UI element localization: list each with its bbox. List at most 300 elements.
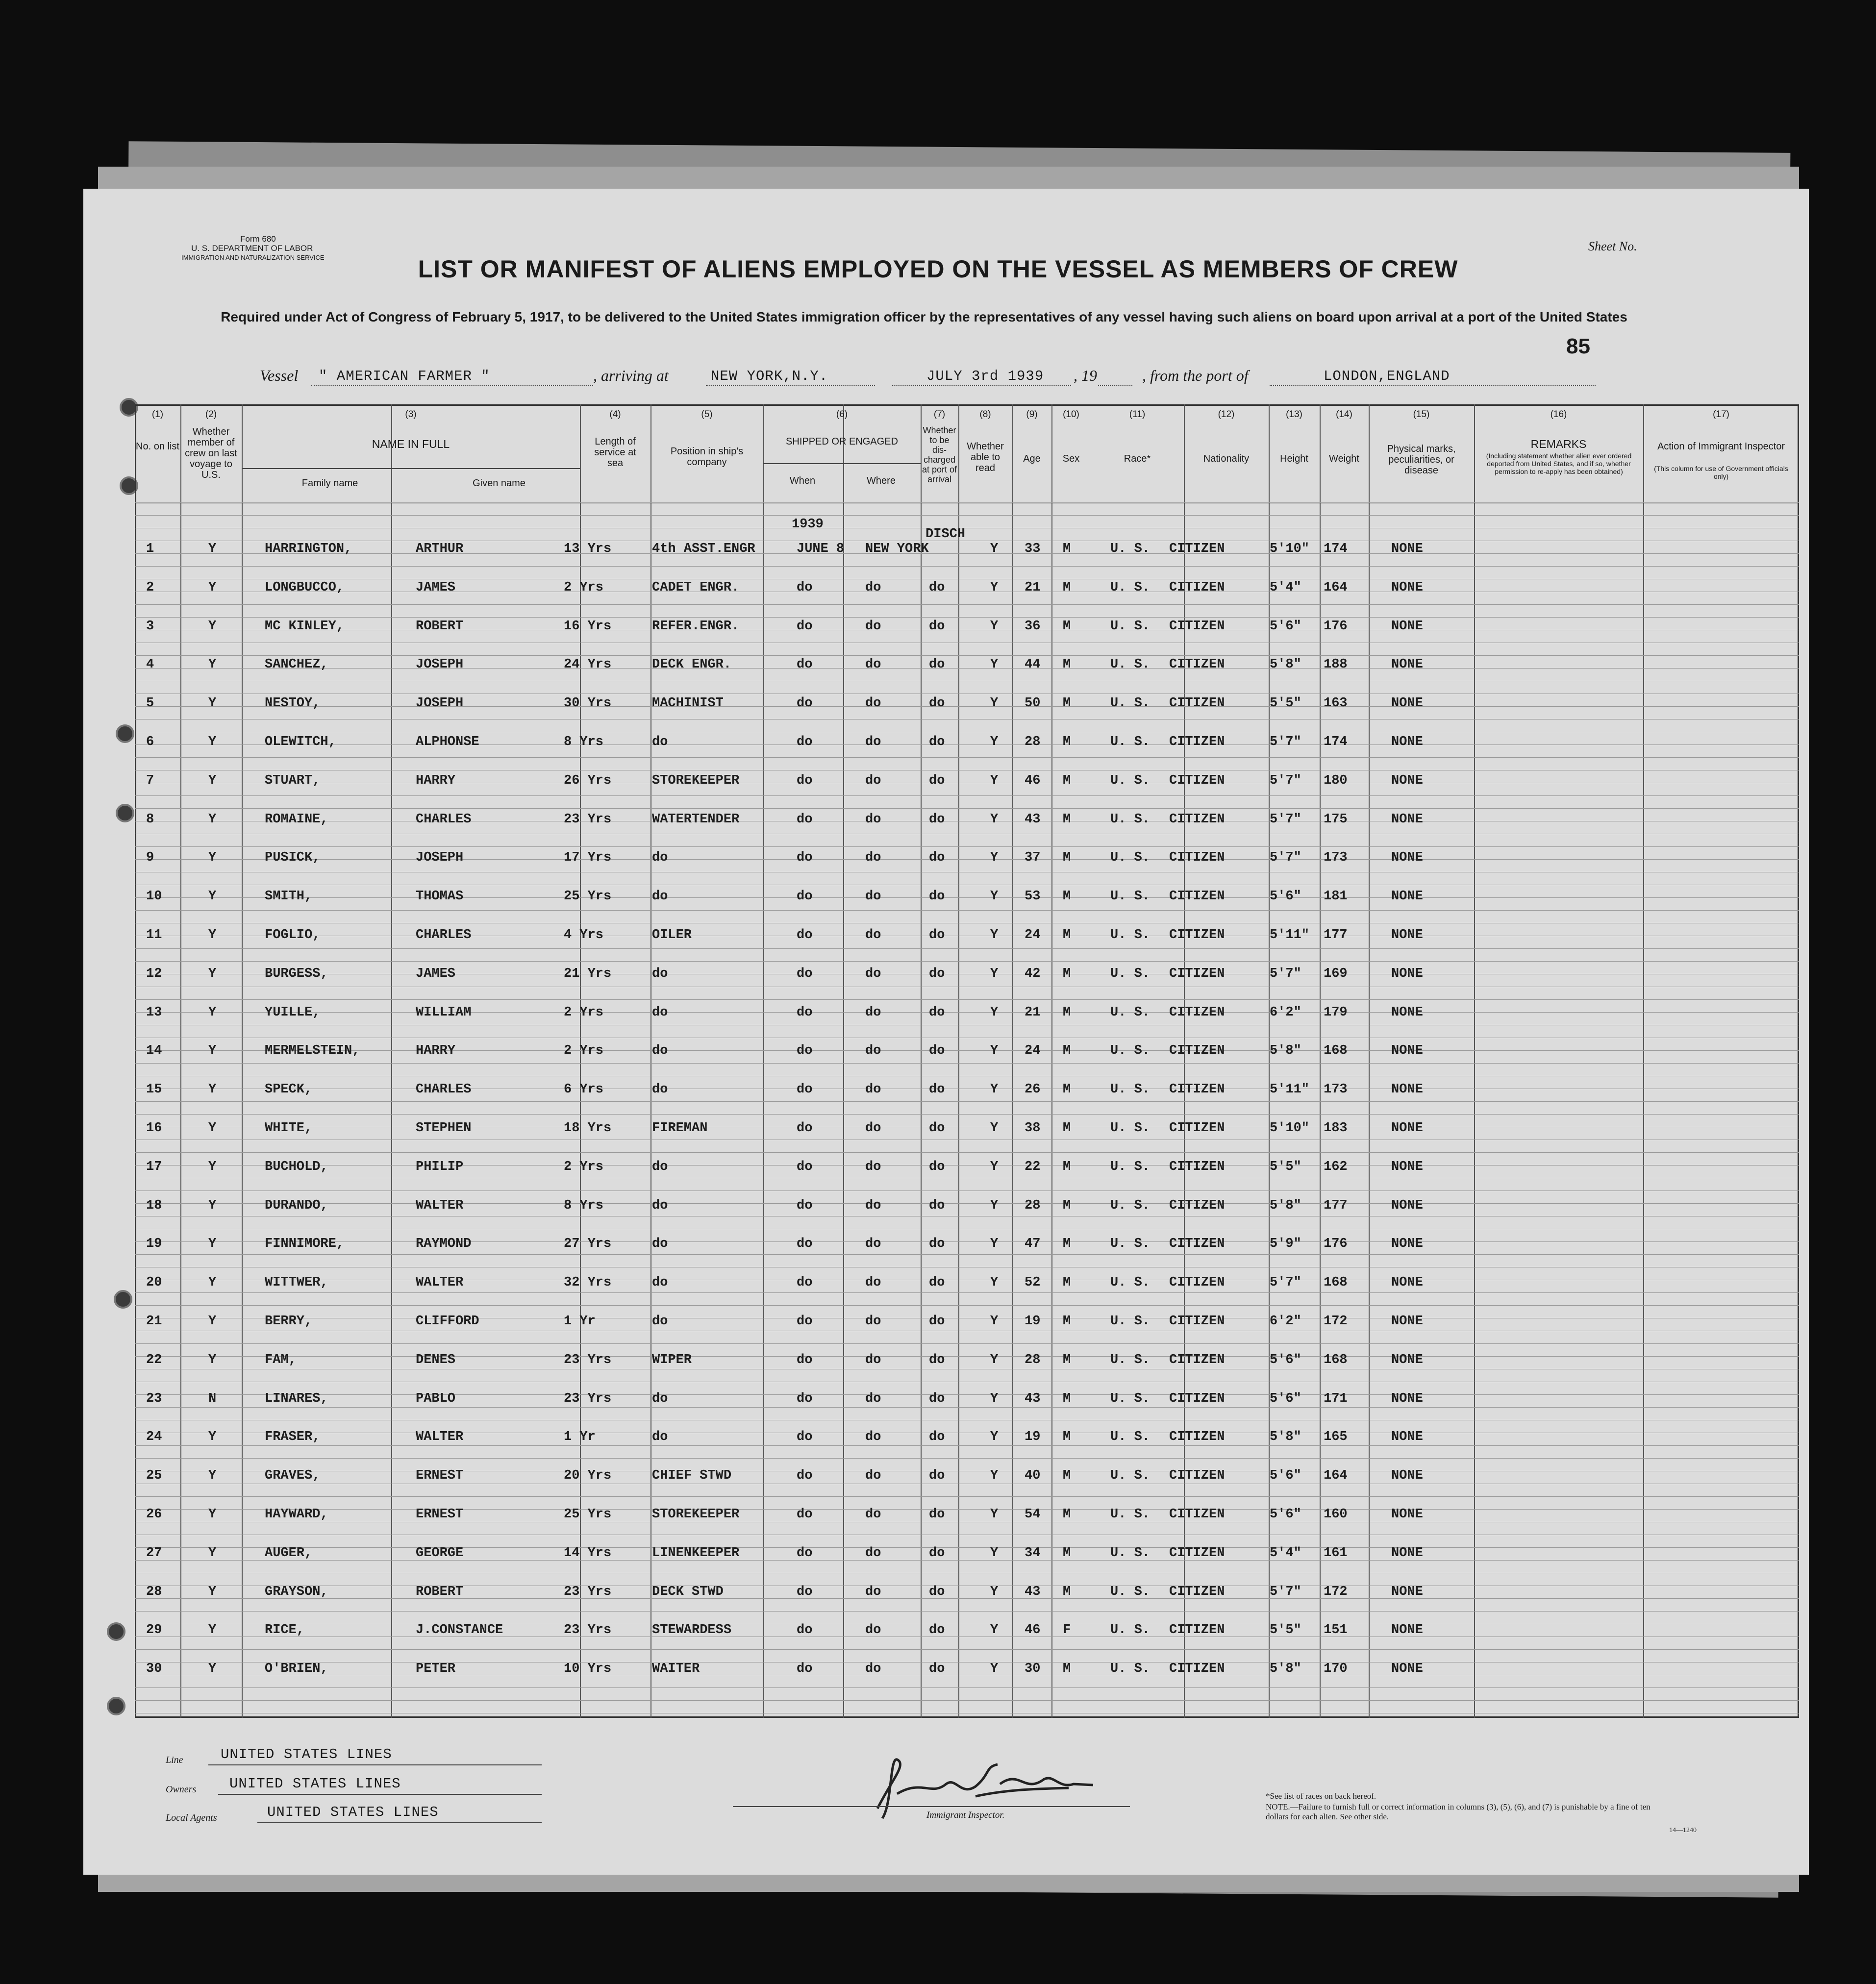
cell-race: U. S. <box>1110 1121 1151 1136</box>
cell-marks: NONE <box>1391 542 1423 556</box>
cell-weight: 180 <box>1324 773 1348 788</box>
column-divider <box>180 404 181 1718</box>
cell-height: 5'9" <box>1270 1237 1301 1251</box>
cell-sex: M <box>1063 619 1071 634</box>
cell-weight: 164 <box>1324 1468 1348 1483</box>
cell-nationality: CITIZEN <box>1169 580 1225 595</box>
cell-service: 21 Yrs <box>564 967 612 981</box>
cell-nationality: CITIZEN <box>1169 850 1225 865</box>
cell-service: 2 Yrs <box>564 1160 604 1174</box>
cell-weight: 161 <box>1324 1546 1348 1561</box>
cell-marks: NONE <box>1391 889 1423 904</box>
cell-nationality: CITIZEN <box>1169 1237 1225 1251</box>
cell-given-name: JOSEPH <box>416 696 464 711</box>
cell-where: do <box>865 812 881 827</box>
cell-discharged: do <box>929 1314 945 1329</box>
cell-read: Y <box>990 1198 999 1213</box>
ruled-line <box>135 1445 1799 1446</box>
cell-family-name: DURANDO, <box>265 1198 328 1213</box>
cell-weight: 170 <box>1324 1662 1348 1676</box>
cell-age: 34 <box>1025 1546 1041 1561</box>
cell-service: 4 Yrs <box>564 928 604 942</box>
cell-position: do <box>652 850 668 865</box>
ruled-line <box>135 1292 1799 1293</box>
cell-age: 33 <box>1025 542 1041 556</box>
cell-given-name: GEORGE <box>416 1546 464 1561</box>
cell-weight: 183 <box>1324 1121 1348 1136</box>
cell-race: U. S. <box>1110 928 1151 942</box>
ruled-line <box>135 808 1799 809</box>
cell-marks: NONE <box>1391 657 1423 672</box>
cell-position: do <box>652 1043 668 1058</box>
cell-weight: 177 <box>1324 1198 1348 1213</box>
cell-when: do <box>797 1662 813 1676</box>
cell-no: 12 <box>146 967 162 981</box>
cell-height: 5'7" <box>1270 812 1301 827</box>
from-port-label: , from the port of <box>1142 367 1249 384</box>
cell-marks: NONE <box>1391 1082 1423 1097</box>
form-code: 14—1240 <box>1669 1827 1697 1834</box>
cell-given-name: CLIFFORD <box>416 1314 479 1329</box>
cell-family-name: FRASER, <box>265 1430 321 1444</box>
ruled-line <box>135 1203 1799 1204</box>
header-no-on-list: No. on list <box>136 441 179 452</box>
cell-height: 5'7" <box>1270 1585 1301 1599</box>
cell-race: U. S. <box>1110 580 1151 595</box>
header-length-service: Length of service at sea <box>594 436 636 469</box>
cell-discharged: do <box>929 1546 945 1561</box>
column-divider <box>1474 404 1475 1718</box>
cell-height: 5'5" <box>1270 1623 1301 1637</box>
cell-weight: 174 <box>1324 735 1348 749</box>
races-note: *See list of races on back hereof. <box>1266 1791 1376 1801</box>
cell-race: U. S. <box>1110 889 1151 904</box>
cell-position: WIPER <box>652 1353 692 1367</box>
cell-family-name: MERMELSTEIN, <box>265 1043 360 1058</box>
cell-nationality: CITIZEN <box>1169 1585 1225 1599</box>
cell-given-name: RAYMOND <box>416 1237 472 1251</box>
cell-height: 5'8" <box>1270 1430 1301 1444</box>
cell-family-name: BERRY, <box>265 1314 313 1329</box>
cell-height: 5'10" <box>1270 542 1310 556</box>
cell-where: do <box>865 696 881 711</box>
cell-last-voyage: Y <box>208 1121 217 1136</box>
cell-nationality: CITIZEN <box>1169 1160 1225 1174</box>
page-subtitle: Required under Act of Congress of February 5, 1917, to be delivered to the United States immigration officer by the representatives of any vessel having such aliens on board upon arrival at a port of the United States <box>221 309 1627 324</box>
cell-no: 28 <box>146 1585 162 1599</box>
header-sex: Sex <box>1062 453 1080 464</box>
cell-family-name: FAM, <box>265 1353 297 1367</box>
cell-read: Y <box>990 1314 999 1329</box>
cell-family-name: BURGESS, <box>265 967 328 981</box>
ruled-line <box>135 566 1799 567</box>
cell-age: 44 <box>1025 657 1041 672</box>
cell-when: do <box>797 657 813 672</box>
cell-position: STEWARDESS <box>652 1623 732 1637</box>
cell-height: 5'4" <box>1270 580 1301 595</box>
ruled-line <box>135 897 1799 898</box>
cell-last-voyage: Y <box>208 735 217 749</box>
cell-sex: M <box>1063 1198 1071 1213</box>
cell-given-name: J.CONSTANCE <box>416 1623 503 1637</box>
cell-service: 24 Yrs <box>564 657 612 672</box>
cell-height: 5'7" <box>1270 1275 1301 1290</box>
cell-weight: 173 <box>1324 850 1348 865</box>
cell-marks: NONE <box>1391 1662 1423 1676</box>
cell-no: 13 <box>146 1005 162 1020</box>
cell-last-voyage: Y <box>208 1082 217 1097</box>
cell-age: 24 <box>1025 928 1041 942</box>
cell-discharged: do <box>929 812 945 827</box>
ruled-line <box>135 1394 1799 1395</box>
cell-sex: M <box>1063 657 1071 672</box>
cell-height: 5'11" <box>1270 1082 1310 1097</box>
cell-where: do <box>865 1623 881 1637</box>
cell-race: U. S. <box>1110 1275 1151 1290</box>
cell-family-name: FOGLIO, <box>265 928 321 942</box>
ruled-line <box>135 1598 1799 1599</box>
cell-height: 5'6" <box>1270 1507 1301 1522</box>
cell-age: 50 <box>1025 696 1041 711</box>
cell-family-name: SMITH, <box>265 889 313 904</box>
cell-weight: 163 <box>1324 696 1348 711</box>
cell-marks: NONE <box>1391 850 1423 865</box>
header-discharged: Whether to be dis-charged at port of arrival <box>922 425 957 484</box>
cell-no: 7 <box>146 773 154 788</box>
cell-position: do <box>652 1160 668 1174</box>
cell-age: 21 <box>1025 1005 1041 1020</box>
cell-when: do <box>797 735 813 749</box>
cell-given-name: WILLIAM <box>416 1005 472 1020</box>
vessel-label: Vessel <box>260 367 299 384</box>
cell-nationality: CITIZEN <box>1169 928 1225 942</box>
cell-read: Y <box>990 1468 999 1483</box>
column-divider <box>1320 404 1321 1718</box>
form-number: Form 680 U. S. DEPARTMENT OF LABOR IMMIGRATION AND NATURALIZATION SERVICE <box>181 234 325 261</box>
cell-read: Y <box>990 1005 999 1020</box>
ruled-line <box>135 706 1799 707</box>
cell-height: 5'6" <box>1270 1353 1301 1367</box>
cell-family-name: RICE, <box>265 1623 305 1637</box>
cell-position: WAITER <box>652 1662 700 1676</box>
page-number: 85 <box>1566 334 1590 358</box>
cell-last-voyage: Y <box>208 1430 217 1444</box>
cell-race: U. S. <box>1110 1237 1151 1251</box>
cell-nationality: CITIZEN <box>1169 1198 1225 1213</box>
cell-sex: M <box>1063 1391 1071 1406</box>
ruled-line <box>135 1101 1799 1102</box>
cell-nationality: CITIZEN <box>1169 1507 1225 1522</box>
ruled-line <box>135 1190 1799 1191</box>
header-shipped-engaged: SHIPPED OR ENGAGED <box>786 436 898 447</box>
fill-line <box>1098 385 1132 386</box>
cell-no: 24 <box>146 1430 162 1444</box>
cell-discharged: do <box>929 696 945 711</box>
cell-weight: 169 <box>1324 967 1348 981</box>
cell-marks: NONE <box>1391 1198 1423 1213</box>
ruled-line <box>135 948 1799 949</box>
header-last-voyage: Whether member of crew on last voyage to U.S. <box>185 426 237 480</box>
cell-height: 5'8" <box>1270 1198 1301 1213</box>
cell-read: Y <box>990 696 999 711</box>
header-subline <box>242 468 580 469</box>
cell-when: do <box>797 1507 813 1522</box>
cell-sex: M <box>1063 1043 1071 1058</box>
cell-discharged: do <box>929 1043 945 1058</box>
header-remarks: REMARKS <box>1530 438 1587 450</box>
cell-marks: NONE <box>1391 967 1423 981</box>
ruled-line <box>135 1560 1799 1561</box>
cell-marks: NONE <box>1391 619 1423 634</box>
cell-position: do <box>652 735 668 749</box>
ruled-line <box>135 1649 1799 1650</box>
column-number: (11) <box>1129 409 1146 420</box>
cell-no: 3 <box>146 619 154 634</box>
ruled-line <box>135 1687 1799 1688</box>
cell-service: 30 Yrs <box>564 696 612 711</box>
cell-last-voyage: Y <box>208 1198 217 1213</box>
cell-family-name: O'BRIEN, <box>265 1662 328 1676</box>
cell-weight: 168 <box>1324 1043 1348 1058</box>
cell-service: 1 Yr <box>564 1314 596 1329</box>
cell-when: do <box>797 850 813 865</box>
cell-weight: 177 <box>1324 928 1348 942</box>
cell-nationality: CITIZEN <box>1169 1043 1225 1058</box>
cell-age: 53 <box>1025 889 1041 904</box>
binder-hole-icon <box>116 724 134 743</box>
cell-position: do <box>652 1314 668 1329</box>
cell-age: 28 <box>1025 1198 1041 1213</box>
arrival-date: JULY 3rd 1939 <box>926 368 1044 384</box>
cell-position: WATERTENDER <box>652 812 740 827</box>
cell-discharged: do <box>929 735 945 749</box>
cell-last-voyage: Y <box>208 1585 217 1599</box>
cell-sex: M <box>1063 850 1071 865</box>
cell-discharged: do <box>929 1585 945 1599</box>
ruled-line <box>135 1305 1799 1306</box>
cell-sex: M <box>1063 542 1071 556</box>
cell-race: U. S. <box>1110 812 1151 827</box>
cell-no: 6 <box>146 735 154 749</box>
cell-no: 1 <box>146 542 154 556</box>
cell-age: 52 <box>1025 1275 1041 1290</box>
cell-last-voyage: Y <box>208 1043 217 1058</box>
cell-position: REFER.ENGR. <box>652 619 740 634</box>
cell-no: 17 <box>146 1160 162 1174</box>
header-race: Race* <box>1124 453 1151 464</box>
cell-discharged: do <box>929 1430 945 1444</box>
footer-agents-value: UNITED STATES LINES <box>267 1804 439 1820</box>
cell-weight: 151 <box>1324 1623 1348 1637</box>
cell-when: do <box>797 1082 813 1097</box>
ruled-line <box>135 1152 1799 1153</box>
cell-where: do <box>865 1005 881 1020</box>
cell-family-name: GRAYSON, <box>265 1585 328 1599</box>
cell-age: 19 <box>1025 1430 1041 1444</box>
cell-age: 19 <box>1025 1314 1041 1329</box>
cell-where: do <box>865 735 881 749</box>
cell-race: U. S. <box>1110 1623 1151 1637</box>
column-divider <box>958 404 959 1718</box>
cell-sex: M <box>1063 1005 1071 1020</box>
cell-no: 11 <box>146 928 162 942</box>
cell-service: 23 Yrs <box>564 1585 612 1599</box>
column-divider <box>763 404 764 1718</box>
cell-weight: 172 <box>1324 1585 1348 1599</box>
cell-given-name: HARRY <box>416 773 456 788</box>
cell-sex: M <box>1063 1546 1071 1561</box>
cell-height: 5'7" <box>1270 967 1301 981</box>
cell-service: 8 Yrs <box>564 1198 604 1213</box>
cell-where: do <box>865 1662 881 1676</box>
cell-no: 23 <box>146 1391 162 1406</box>
cell-position: do <box>652 967 668 981</box>
cell-marks: NONE <box>1391 1353 1423 1367</box>
cell-where: do <box>865 1198 881 1213</box>
cell-family-name: SANCHEZ, <box>265 657 328 672</box>
cell-discharged: do <box>929 619 945 634</box>
cell-marks: NONE <box>1391 812 1423 827</box>
cell-height: 5'6" <box>1270 619 1301 634</box>
column-number: (2) <box>205 409 217 420</box>
cell-position: CHIEF STWD <box>652 1468 732 1483</box>
cell-position: do <box>652 1275 668 1290</box>
cell-marks: NONE <box>1391 1623 1423 1637</box>
cell-age: 30 <box>1025 1662 1041 1676</box>
page-title: LIST OR MANIFEST OF ALIENS EMPLOYED ON THE VESSEL AS MEMBERS OF CREW <box>418 255 1458 283</box>
cell-no: 10 <box>146 889 162 904</box>
cell-race: U. S. <box>1110 1160 1151 1174</box>
cell-where: do <box>865 850 881 865</box>
ruled-line <box>135 1356 1799 1357</box>
column-number: (17) <box>1713 409 1729 420</box>
cell-when: do <box>797 1353 813 1367</box>
cell-weight: 162 <box>1324 1160 1348 1174</box>
cell-weight: 173 <box>1324 1082 1348 1097</box>
cell-no: 5 <box>146 696 154 711</box>
cell-sex: M <box>1063 1585 1071 1599</box>
footer-line-label: Line <box>166 1755 183 1765</box>
cell-race: U. S. <box>1110 1507 1151 1522</box>
column-number: (7) <box>933 409 946 420</box>
footer-line-value: UNITED STATES LINES <box>221 1746 392 1762</box>
cell-last-voyage: Y <box>208 850 217 865</box>
cell-race: U. S. <box>1110 1585 1151 1599</box>
column-number: (4) <box>609 409 621 420</box>
cell-when: do <box>797 1585 813 1599</box>
cell-marks: NONE <box>1391 1005 1423 1020</box>
cell-when: JUNE 8 <box>797 542 845 556</box>
cell-age: 26 <box>1025 1082 1041 1097</box>
ruled-line <box>135 502 1799 503</box>
column-divider <box>1012 404 1013 1718</box>
cell-nationality: CITIZEN <box>1169 967 1225 981</box>
column-divider <box>921 404 922 1718</box>
cell-where: do <box>865 1468 881 1483</box>
cell-weight: 176 <box>1324 1237 1348 1251</box>
cell-nationality: CITIZEN <box>1169 619 1225 634</box>
cell-family-name: AUGER, <box>265 1546 313 1561</box>
cell-family-name: YUILLE, <box>265 1005 321 1020</box>
cell-marks: NONE <box>1391 1314 1423 1329</box>
cell-discharged: do <box>929 1507 945 1522</box>
cell-marks: NONE <box>1391 580 1423 595</box>
cell-race: U. S. <box>1110 657 1151 672</box>
cell-sex: M <box>1063 1353 1071 1367</box>
cell-where: do <box>865 1121 881 1136</box>
cell-race: U. S. <box>1110 967 1151 981</box>
cell-service: 20 Yrs <box>564 1468 612 1483</box>
cell-when: do <box>797 1430 813 1444</box>
cell-last-voyage: Y <box>208 1662 217 1676</box>
cell-sex: M <box>1063 735 1071 749</box>
cell-discharged: do <box>929 1468 945 1483</box>
column-divider <box>1369 404 1370 1718</box>
cell-service: 13 Yrs <box>564 542 612 556</box>
header-name-in-full: NAME IN FULL <box>372 438 450 450</box>
cell-no: 30 <box>146 1662 162 1676</box>
cell-read: Y <box>990 1082 999 1097</box>
footer-rule <box>257 1822 542 1823</box>
cell-no: 26 <box>146 1507 162 1522</box>
cell-nationality: CITIZEN <box>1169 1468 1225 1483</box>
ruled-line <box>135 515 1799 516</box>
cell-when: do <box>797 1391 813 1406</box>
cell-read: Y <box>990 1623 999 1637</box>
column-divider <box>843 404 844 1718</box>
cell-position: do <box>652 1082 668 1097</box>
cell-marks: NONE <box>1391 1546 1423 1561</box>
cell-nationality: CITIZEN <box>1169 1546 1225 1561</box>
cell-when: do <box>797 1546 813 1561</box>
cell-where: do <box>865 1507 881 1522</box>
cell-when: do <box>797 1005 813 1020</box>
cell-last-voyage: Y <box>208 1507 217 1522</box>
column-number: (3) <box>405 409 417 420</box>
cell-nationality: CITIZEN <box>1169 1005 1225 1020</box>
cell-given-name: HARRY <box>416 1043 456 1058</box>
cell-read: Y <box>990 1160 999 1174</box>
ruled-line <box>135 1012 1799 1013</box>
column-number: (16) <box>1550 409 1567 420</box>
cell-when: do <box>797 580 813 595</box>
cell-age: 43 <box>1025 812 1041 827</box>
cell-race: U. S. <box>1110 619 1151 634</box>
binder-hole-icon <box>107 1622 125 1641</box>
footer-owners-value: UNITED STATES LINES <box>229 1776 401 1792</box>
cell-when: do <box>797 1121 813 1136</box>
cell-sex: M <box>1063 1121 1071 1136</box>
cell-discharged: do <box>929 1391 945 1406</box>
cell-given-name: WALTER <box>416 1430 464 1444</box>
cell-last-voyage: Y <box>208 1160 217 1174</box>
column-number: (6) <box>836 409 848 420</box>
cell-read: Y <box>990 542 999 556</box>
ruled-line <box>135 757 1799 758</box>
cell-weight: 168 <box>1324 1275 1348 1290</box>
cell-given-name: PABLO <box>416 1391 456 1406</box>
cell-position: DECK ENGR. <box>652 657 732 672</box>
cell-age: 47 <box>1025 1237 1041 1251</box>
cell-family-name: WITTWER, <box>265 1275 328 1290</box>
cell-service: 18 Yrs <box>564 1121 612 1136</box>
cell-discharged: do <box>929 1121 945 1136</box>
cell-last-voyage: Y <box>208 1275 217 1290</box>
cell-when: do <box>797 1623 813 1637</box>
cell-service: 26 Yrs <box>564 773 612 788</box>
cell-position: LINENKEEPER <box>652 1546 740 1561</box>
ruled-line <box>135 1458 1799 1459</box>
